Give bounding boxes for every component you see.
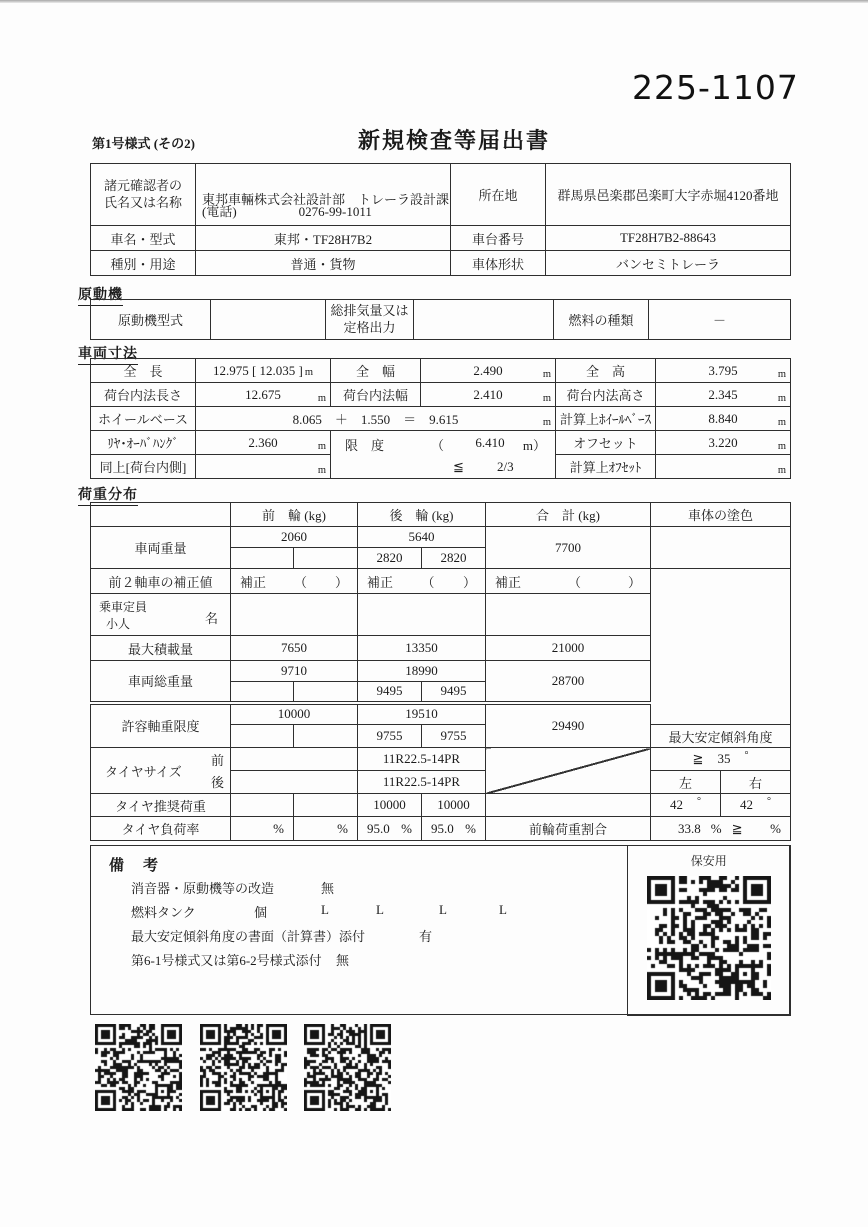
company-name: 東邦車輛株式会社設計部 トレーラ設計課 (202, 191, 450, 207)
confirmer-label: 諸元確認者の 氏名又は名称 (91, 164, 196, 226)
tire-rec-total (486, 794, 651, 817)
tire-size-front-label: 前 (210, 753, 224, 768)
correction-front: 補正 （ ） (231, 569, 358, 594)
front-weight-ratio-value: 33.8 % ≧ % (651, 817, 791, 841)
engine-section-title: 原動機 (78, 284, 123, 306)
tire-size-rear-label: 後 (210, 775, 224, 790)
tire-size-rear-empty (231, 771, 358, 794)
gross-weight-label: 車両総重量 (91, 661, 231, 703)
front-wheel-header: 前 輪 (kg) (231, 503, 358, 527)
qr-code-3 (304, 1024, 391, 1111)
axle-limit-rear-axle2: 9755 (422, 725, 486, 748)
remark-fuel-tank-line: 燃料タンク 個 L L L L (131, 902, 507, 920)
form-code: 第1号様式 (その2) (92, 136, 195, 151)
tire-rec-front-axle2 (294, 794, 358, 817)
axle-limit-front-axle1 (231, 725, 294, 748)
overall-height-value: 3.795 m (656, 359, 791, 383)
phone-number: 0276-99-1011 (298, 204, 372, 219)
scan-edge-artifact (0, 0, 868, 3)
bed-height-label: 荷台内法高さ (556, 383, 656, 407)
remarks-box (90, 845, 790, 1015)
displacement-value (414, 300, 554, 340)
security-qr-box (627, 845, 791, 1016)
axle-limit-rear-axle1: 9755 (358, 725, 422, 748)
gross-weight-total: 28700 (486, 661, 651, 703)
calc-wheelbase-value: 8.840 m (656, 407, 791, 431)
remarks-title: 備 考 (109, 858, 161, 874)
tire-rec-rear-axle2: 10000 (422, 794, 486, 817)
tire-size-front-value: 11R22.5-14PR (358, 748, 486, 771)
displacement-label: 総排気量又は 定格出力 (326, 300, 414, 340)
total-header: 合 計 (kg) (486, 503, 651, 527)
overall-length-label: 全 長 (91, 359, 196, 383)
offset-label: オフセット (556, 431, 656, 455)
limit-fraction: 2/3 (497, 459, 514, 474)
fuel-type-value: － (649, 300, 791, 340)
security-qr-code (647, 876, 771, 1000)
vehicle-weight-rear-axle2: 2820 (422, 548, 486, 569)
remark-tilt-doc-value: 有 (419, 929, 433, 944)
diagonal-cell (486, 748, 651, 794)
page-title: 新規検査等届出書 (358, 128, 551, 153)
gross-weight-rear: 18990 (358, 661, 486, 682)
tire-ratio-front-axle2: % (294, 817, 358, 841)
bed-width-value: 2.410 m (421, 383, 556, 407)
tire-load-ratio-label: タイヤ負荷率 (91, 817, 231, 841)
tilt-right-label: 右 (721, 771, 791, 794)
overhang-limit-cell: 限 度 （ 6.410 m） ≦ 2/3 (331, 431, 556, 479)
qr-code-1 (95, 1024, 182, 1111)
vehicle-weight-front: 2060 (231, 527, 358, 548)
tilt-left-value: 42 ° (651, 794, 721, 817)
engine-type-value (211, 300, 326, 340)
body-shape-label: 車体形状 (451, 251, 546, 276)
max-load-total: 21000 (486, 636, 651, 661)
tire-size-rear-value: 11R22.5-14PR (358, 771, 486, 794)
category-value: 普通・貨物 (196, 251, 451, 276)
max-load-label: 最大積載量 (91, 636, 231, 661)
correction-label: 前２軸車の補正値 (91, 569, 231, 594)
phone-line (202, 201, 372, 220)
vehicle-weight-front-axle2 (294, 548, 358, 569)
axle-limit-front: 10000 (231, 703, 358, 725)
location-label: 所在地 (451, 164, 546, 226)
gross-weight-front: 9710 (231, 661, 358, 682)
tire-size-label: タイヤサイズ 前 後 (91, 748, 231, 794)
rear-overhang-value: 2.360 m (196, 431, 331, 455)
same-inner-bed-value: m (196, 455, 331, 479)
bed-length-label: 荷台内法長さ (91, 383, 196, 407)
correction-total: 補正 （ ） (486, 569, 651, 594)
chassis-value: TF28H7B2-88643 (546, 226, 791, 251)
vehicle-weight-front-axle1 (231, 548, 294, 569)
paint-color-header: 車体の塗色 (651, 503, 791, 527)
doc-number: 225-1107 (632, 68, 799, 107)
security-label: 保安用 (690, 853, 727, 868)
remark-tilt-doc-line: 最大安定傾斜角度の書面（計算書）添付 有 (91, 926, 621, 946)
dimensions-table (90, 358, 791, 479)
calc-offset-label: 計算上ｵﾌｾｯﾄ (556, 455, 656, 479)
wheelbase-label: ホイールベース (91, 407, 196, 431)
chassis-label: 車台番号 (451, 226, 546, 251)
vehicle-weight-rear: 5640 (358, 527, 486, 548)
overall-width-value: 2.490 m (421, 359, 556, 383)
bed-width-label: 荷台内法幅 (331, 383, 421, 407)
overall-width-label: 全 幅 (331, 359, 421, 383)
calc-wheelbase-label: 計算上ﾎｲｰﾙﾍﾞｰｽ (556, 407, 656, 431)
remark-muffler-value: 無 (321, 881, 335, 896)
max-load-front: 7650 (231, 636, 358, 661)
load-section-title: 荷重分布 (78, 484, 138, 506)
gross-weight-rear-axle2: 9495 (422, 682, 486, 703)
location-value: 群馬県邑楽郡邑楽町大字赤堀4120番地 (546, 164, 791, 226)
load-corner-cell (91, 503, 231, 527)
dimensions-section-title: 車両寸法 (78, 343, 138, 365)
remark-muffler-line: 消音器・原動機等の改造 無 (91, 878, 621, 898)
tire-ratio-rear-axle2: 95.0 % (422, 817, 486, 841)
paint-color-value (651, 527, 791, 569)
body-shape-value: バンセミトレーラ (546, 251, 791, 276)
wheelbase-value: 8.065 ＋ 1.550 ＝ 9.615 m (196, 407, 556, 431)
tilt-angle-header: 最大安定傾斜角度 (651, 725, 791, 748)
front-weight-ratio-label: 前輪荷重割合 (486, 817, 651, 841)
load-distribution-table (90, 502, 791, 841)
capacity-total (486, 594, 651, 636)
remark-form6-line: 第6-1号様式又は第6-2号様式添付 無 (91, 950, 621, 970)
tire-rec-front-axle1 (231, 794, 294, 817)
paint-color-body-cell (651, 569, 791, 725)
bed-length-value: 12.675 m (196, 383, 331, 407)
confirmer-value-cell (196, 164, 451, 226)
axle-limit-front-axle2 (294, 725, 358, 748)
tire-rec-load-label: タイヤ推奨荷重 (91, 794, 231, 817)
tire-ratio-rear-axle1: 95.0 % (358, 817, 422, 841)
overall-height-label: 全 高 (556, 359, 656, 383)
tilt-left-label: 左 (651, 771, 721, 794)
overall-length-value: 12.975 [ 12.035 ] m (196, 359, 331, 383)
tire-ratio-front-axle1: % (231, 817, 294, 841)
axle-limit-total: 29490 (486, 703, 651, 748)
phone-label: (電話) (202, 204, 237, 219)
vehicle-weight-total: 7700 (486, 527, 651, 569)
capacity-rear (358, 594, 486, 636)
tilt-right-value: 42 ° (721, 794, 791, 817)
remark-form6-value: 無 (336, 953, 350, 968)
engine-table (90, 299, 791, 340)
vehicle-weight-label: 車両重量 (91, 527, 231, 569)
rear-wheel-header: 後 輪 (kg) (358, 503, 486, 527)
bed-height-value: 2.345 m (656, 383, 791, 407)
limit-label: 限 度 (345, 438, 385, 453)
offset-value: 3.220 m (656, 431, 791, 455)
axle-limit-label: 許容軸重限度 (91, 703, 231, 748)
fuel-type-label: 燃料の種類 (554, 300, 649, 340)
rear-overhang-label: ﾘﾔ･ｵｰﾊﾞﾊﾝｸﾞ (91, 431, 196, 455)
max-load-rear: 13350 (358, 636, 486, 661)
identity-table (90, 163, 791, 276)
gross-weight-front-axle1 (231, 682, 294, 703)
tilt-angle-min: ≧ 35 ° (651, 748, 791, 771)
correction-rear: 補正 （ ） (358, 569, 486, 594)
gross-weight-rear-axle1: 9495 (358, 682, 422, 703)
engine-type-label: 原動機型式 (91, 300, 211, 340)
name-model-label: 車名・型式 (91, 226, 196, 251)
capacity-front (231, 594, 358, 636)
capacity-label: 乗車定員 小人 名 (91, 594, 231, 636)
gross-weight-front-axle2 (294, 682, 358, 703)
name-model-value: 東邦・TF28H7B2 (196, 226, 451, 251)
same-inner-bed-label: 同上[荷台内側] (91, 455, 196, 479)
axle-limit-rear: 19510 (358, 703, 486, 725)
calc-offset-value: m (656, 455, 791, 479)
qr-code-2 (200, 1024, 287, 1111)
limit-value: 6.410 (475, 435, 505, 450)
vehicle-weight-rear-axle1: 2820 (358, 548, 422, 569)
category-label: 種別・用途 (91, 251, 196, 276)
tire-rec-rear-axle1: 10000 (358, 794, 422, 817)
tire-size-front-empty (231, 748, 358, 771)
